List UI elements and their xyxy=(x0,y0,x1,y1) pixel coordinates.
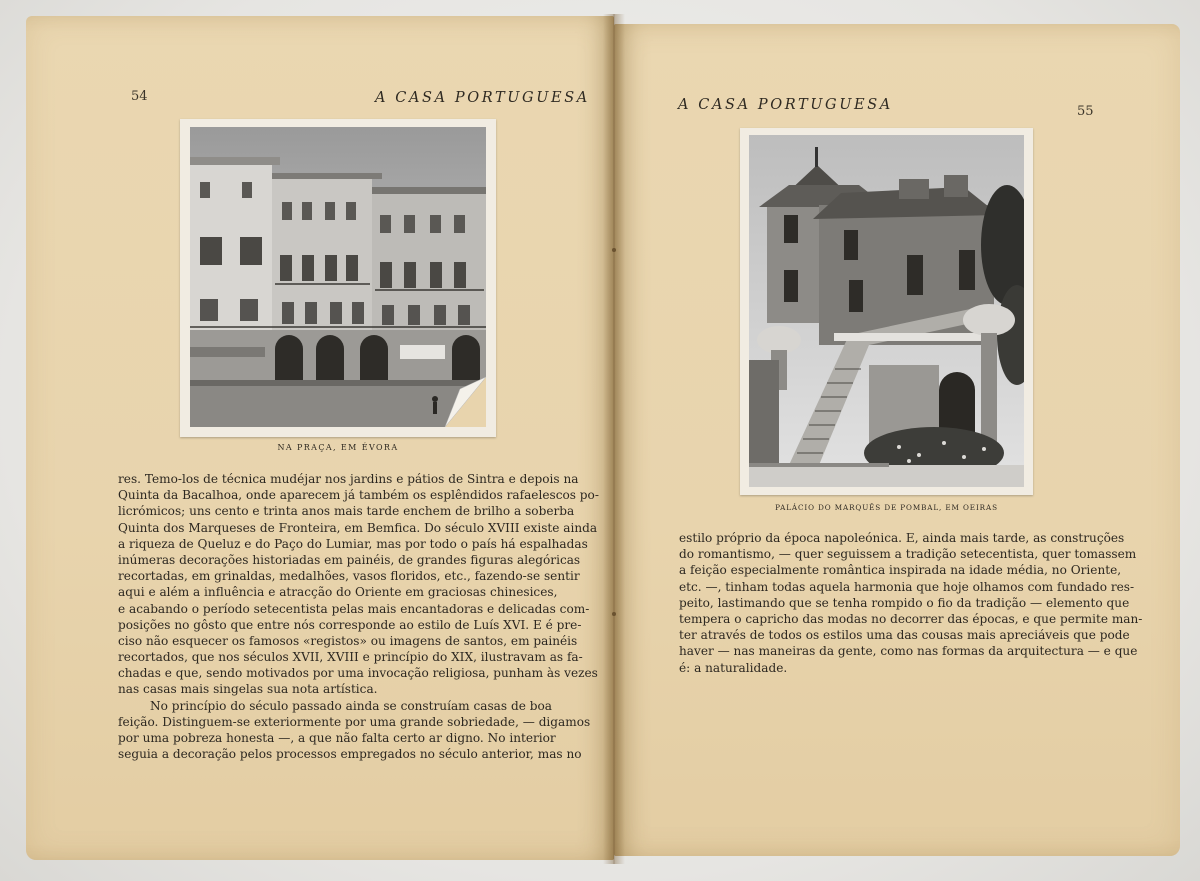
text-line: do romantismo, — quer seguissem a tradição setecentista, quer tomassem xyxy=(679,547,1137,562)
text-line: ter através de todos os estilos uma das cousas mais apreciáveis que pode xyxy=(679,628,1130,643)
text-line: chadas e que, sendo motivados por uma invocação religiosa, punham às vezes xyxy=(118,666,598,681)
text-line: Quinta da Bacalhoa, onde aparecem já também os esplêndidos rafaelescos po- xyxy=(118,488,599,503)
text-line: recortados, que nos séculos XVII, XVIII e princípio do XIX, ilustravam as fa- xyxy=(118,650,583,665)
photo-evora-square xyxy=(180,119,496,437)
text-line: Quinta dos Marqueses de Fronteira, em Bemfica. Do século XVIII existe ainda xyxy=(118,520,598,535)
text-line: tempera o capricho das modas no decorrer das épocas, e que permite man- xyxy=(679,611,1143,626)
text-line: é: a naturalidade. xyxy=(679,660,788,675)
text-line: res. Temo-los de técnica mudéjar nos jardins e pátios de Sintra e depois na xyxy=(118,472,579,486)
text-line: nas casas mais singelas sua nota artística. xyxy=(118,682,378,697)
text-line: peito, lastimando que se tenha rompido o fio da tradição — elemento que xyxy=(679,595,1130,610)
book-gutter xyxy=(603,14,625,864)
text-line: posições no gôsto que entre nós corresponde ao estilo de Luís XVI. E é pre- xyxy=(118,617,582,632)
text-line: licrómicos; uns cento e trinta anos mais tarde enchem de brilho a soberba xyxy=(118,504,575,519)
text-line: aqui e além a influência e atracção do Oriente em graciosas chinesices, xyxy=(118,585,558,600)
left-figure-caption: NA PRAÇA, EM ÉVORA xyxy=(277,443,399,452)
text-line: e acabando o período setecentista pelas mais encantadoras e delicadas com- xyxy=(118,601,590,616)
right-running-header: A CASA PORTUGUESA xyxy=(678,97,893,113)
right-figure-caption: PALÁCIO DO MARQUÊS DE POMBAL, EM OEIRAS xyxy=(775,503,998,512)
text-line: a feição especialmente romântica inspirada na idade média, no Oriente, xyxy=(679,563,1122,578)
binding-stitch xyxy=(612,248,616,252)
text-line: a riqueza de Queluz e do Paço do Lumiar, mas por todo o país há espalhadas xyxy=(118,536,588,551)
evora-buildings-illustration xyxy=(190,127,486,427)
text-line: No princípio do século passado ainda se construíam casas de boa xyxy=(150,698,552,713)
text-line: feição. Distinguem-se exteriormente por uma grande sobriedade, — digamos xyxy=(118,714,591,729)
right-page-number: 55 xyxy=(1077,104,1094,119)
binding-stitch xyxy=(612,612,616,616)
text-line: haver — nas maneiras da gente, como nas formas da arquitectura — e que xyxy=(679,644,1138,659)
left-body-text xyxy=(118,471,599,762)
text-line: seguia a decoração pelos processos empregados no século anterior, mas no xyxy=(118,747,582,762)
pombal-palace-illustration xyxy=(749,135,1024,487)
left-running-header: A CASA PORTUGUESA xyxy=(375,90,590,106)
right-body-text xyxy=(679,530,1143,676)
text-line: recortadas, em grinaldas, medalhões, vasos floridos, etc., fazendo-se sentir xyxy=(118,569,580,584)
text-line: inúmeras decorações historiadas em painéis, de grandes figuras alegóricas xyxy=(118,552,581,567)
photo-pombal-palace xyxy=(740,128,1033,495)
text-line: por uma pobreza honesta —, a que não falta certo ar digno. No interior xyxy=(118,731,556,745)
text-line: ciso não esquecer os famosos «registos» ou imagens de santos, em painéis xyxy=(118,633,578,648)
text-line: etc. —, tinham todas aquela harmonia que hoje olhamos com fundado res- xyxy=(679,579,1135,594)
text-line: estilo próprio da época napoleónica. E, ainda mais tarde, as construções xyxy=(679,531,1125,545)
left-page-number: 54 xyxy=(131,89,148,104)
